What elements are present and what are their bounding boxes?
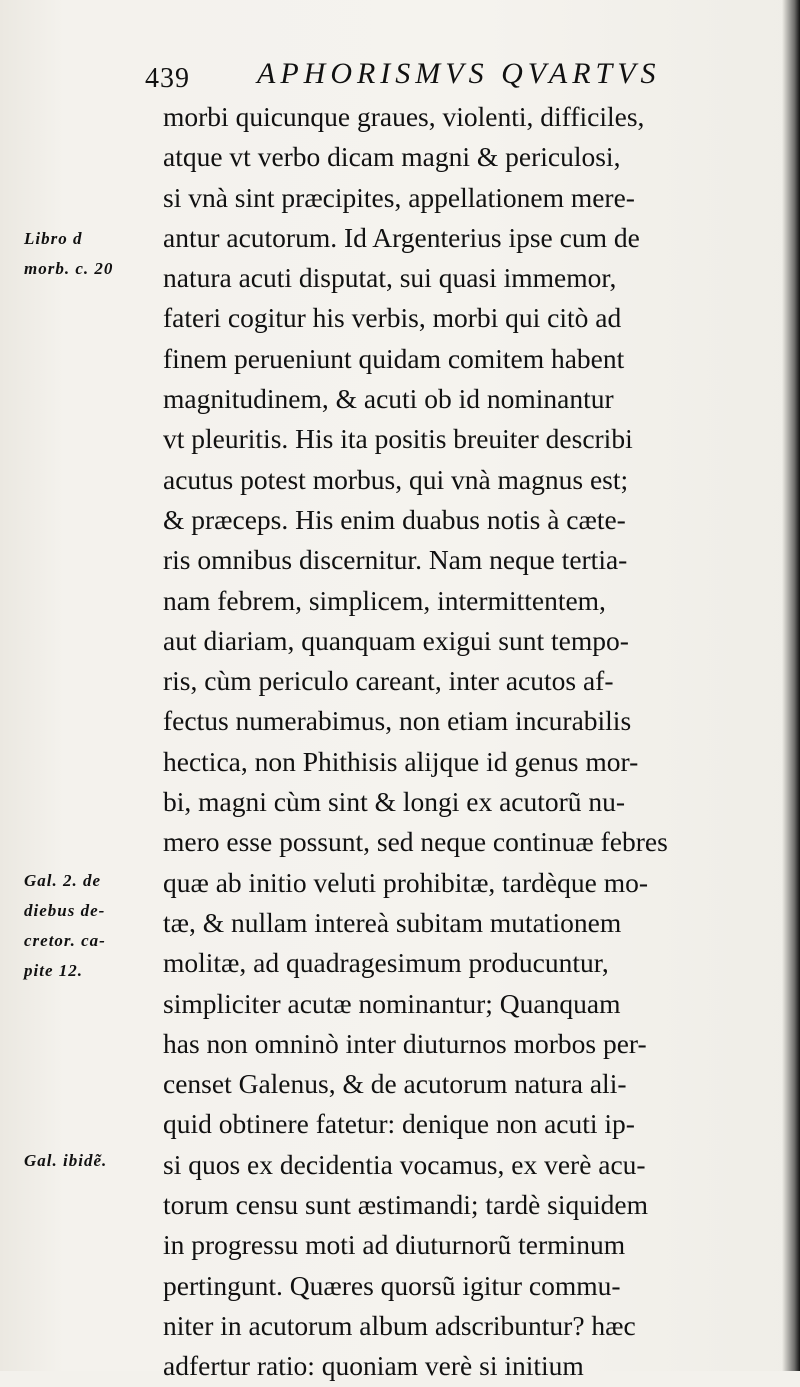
text-line: torum censu sunt æstimandi; tardè siquidem (163, 1189, 649, 1221)
text-line: pertingunt. Quæres quorsũ igitur commu- (163, 1269, 621, 1301)
text-line: fectus numerabimus, non etiam incurabilis (163, 705, 632, 737)
margin-note-line: pite 12. (24, 961, 83, 980)
text-line: mero esse possunt, sed neque continuæ febres (163, 826, 668, 858)
text-line: has non omninò inter diuturnos morbos per- (163, 1027, 647, 1059)
text-line: aut diariam, quanquam exigui sunt tempo- (163, 624, 629, 656)
text-line: ris, cùm periculo careant, inter acutos af- (163, 665, 614, 697)
margin-note-3 (24, 1146, 107, 1176)
text-line: niter in acutorum album adscribuntur? hæc (163, 1309, 636, 1341)
body-text (163, 97, 775, 1387)
text-line: natura acuti disputat, sui quasi immemor, (163, 262, 617, 294)
text-line: adfertur ratio: quoniam verè si initium (163, 1350, 584, 1382)
text-line: antur acutorum. Id Argenterius ipse cum de (163, 221, 640, 253)
text-line: atque vt verbo dicam magni & periculosi, (163, 141, 621, 173)
margin-note-line: Libro d (24, 229, 83, 248)
margin-note-1 (24, 224, 113, 284)
text-line: & præceps. His enim duabus notis à cæte- (163, 503, 626, 535)
margin-note-line: Gal. 2. de (24, 871, 102, 890)
text-line: ris omnibus discernitur. Nam neque tertia- (163, 544, 628, 576)
text-line: hectica, non Phithisis alijque id genus mor- (163, 745, 639, 777)
running-title: APHORISMVS QVARTVS (257, 57, 661, 90)
text-line: in progressu moti ad diuturnorũ terminum (163, 1229, 626, 1261)
text-line: si vnà sint præcipites, appellationem mere- (163, 181, 635, 213)
page-number: 439 (145, 63, 190, 94)
text-line: morbi quicunque graues, violenti, difficiles, (163, 101, 645, 132)
margin-note-line: Gal. ibidẽ. (24, 1151, 108, 1170)
margin-notes (0, 0, 160, 1371)
margin-note-line: diebus de- (24, 901, 106, 920)
margin-note-2 (24, 866, 106, 986)
text-line: si quos ex decidentia vocamus, ex verè acu- (163, 1148, 646, 1180)
text-line: acutus potest morbus, qui vnà magnus est; (163, 463, 629, 495)
text-line: simpliciter acutæ nominantur; Quanquam (163, 987, 621, 1019)
page-edge-shadow (782, 0, 800, 1371)
text-line: censet Galenus, & de acutorum natura ali- (163, 1068, 627, 1100)
text-line: quid obtinere fatetur: denique non acuti ip- (163, 1108, 635, 1140)
text-line: bi, magni cùm sint & longi ex acutorũ nu- (163, 786, 626, 818)
text-line: vt pleuritis. His ita positis breuiter describi (163, 423, 633, 455)
text-line: molitæ, ad quadragesimum producuntur, (163, 947, 609, 979)
page-header (145, 55, 785, 99)
margin-note-line: cretor. ca- (24, 931, 106, 950)
text-line: fateri cogitur his verbis, morbi qui citò ad (163, 302, 622, 334)
text-line: finem perueniunt quidam comitem habent (163, 342, 625, 374)
text-line: magnitudinem, & acuti ob id nominantur (163, 383, 614, 415)
text-line: nam febrem, simplicem, intermittentem, (163, 584, 606, 616)
text-line: quæ ab initio veluti prohibitæ, tardèque mo- (163, 866, 648, 898)
text-line: tæ, & nullam intereà subitam mutationem (163, 906, 622, 938)
margin-note-line: morb. c. 20 (24, 259, 114, 278)
